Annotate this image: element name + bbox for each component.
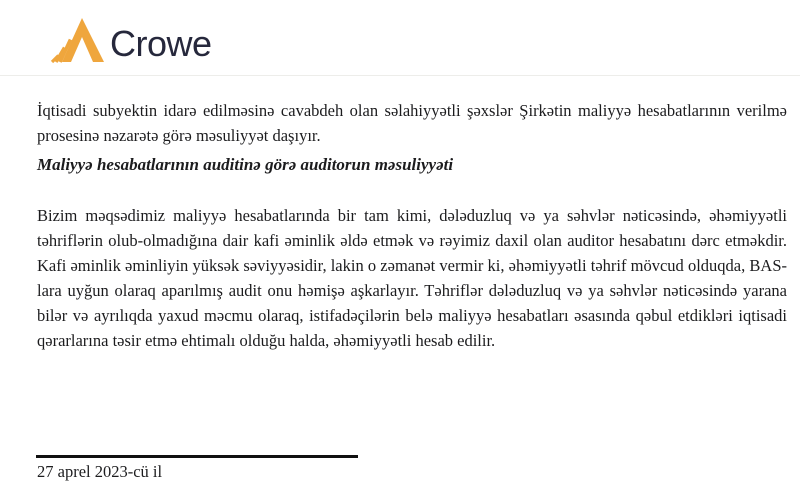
section-heading: Maliyyə hesabatlarının auditinə görə auditorun məsuliyyəti [37,155,454,174]
header-divider [0,75,800,76]
crowe-logo [45,16,212,64]
crowe-wordmark: Crowe [110,23,212,64]
date-line: 27 aprel 2023-cü il [37,462,163,481]
body-paragraph: Bizim məqsədimiz maliyyə hesabatlarında bir tam kimi, dələduzluq və ya səhvlər nəticəsində, əhəmiyyətli təhriflərin olub-olmadığına dair kafi əminlik əldə etmək və rəyimiz daxil olan auditor hesabatını dərc etməkdir. Kafi əminlik əminliyin yüksək səviyyəsidir, lakin o zəmanət vermir ki, əhəmiyyətli təhrif mövcud olduqda, BAS-lara uyğun olaraq aparılmış audit onu həmişə aşkarlayır. Təhriflər dələduzluq və ya səhvlər nəticəsində yarana bilər və ayrılıqda yaxud məcmu olaraq, istifadəçilərin belə maliyyə hesabatları əsasında qəbul etdikləri iqtisadi qərarlarına təsir etmə ehtimalı olduğu halda, əhəmiyyətli hesab edilir. [37,205,787,350]
intro-paragraph: İqtisadi subyektin idarə edilməsinə cavabdeh olan səlahiyyətli şəxslər Şirkətin maliyyə hesabatlarının verilmə prosesinə nəzarətə görə məsuliyyət daşıyır. [37,100,787,145]
signature-rule [36,455,358,458]
crowe-peak-icon [45,16,107,64]
